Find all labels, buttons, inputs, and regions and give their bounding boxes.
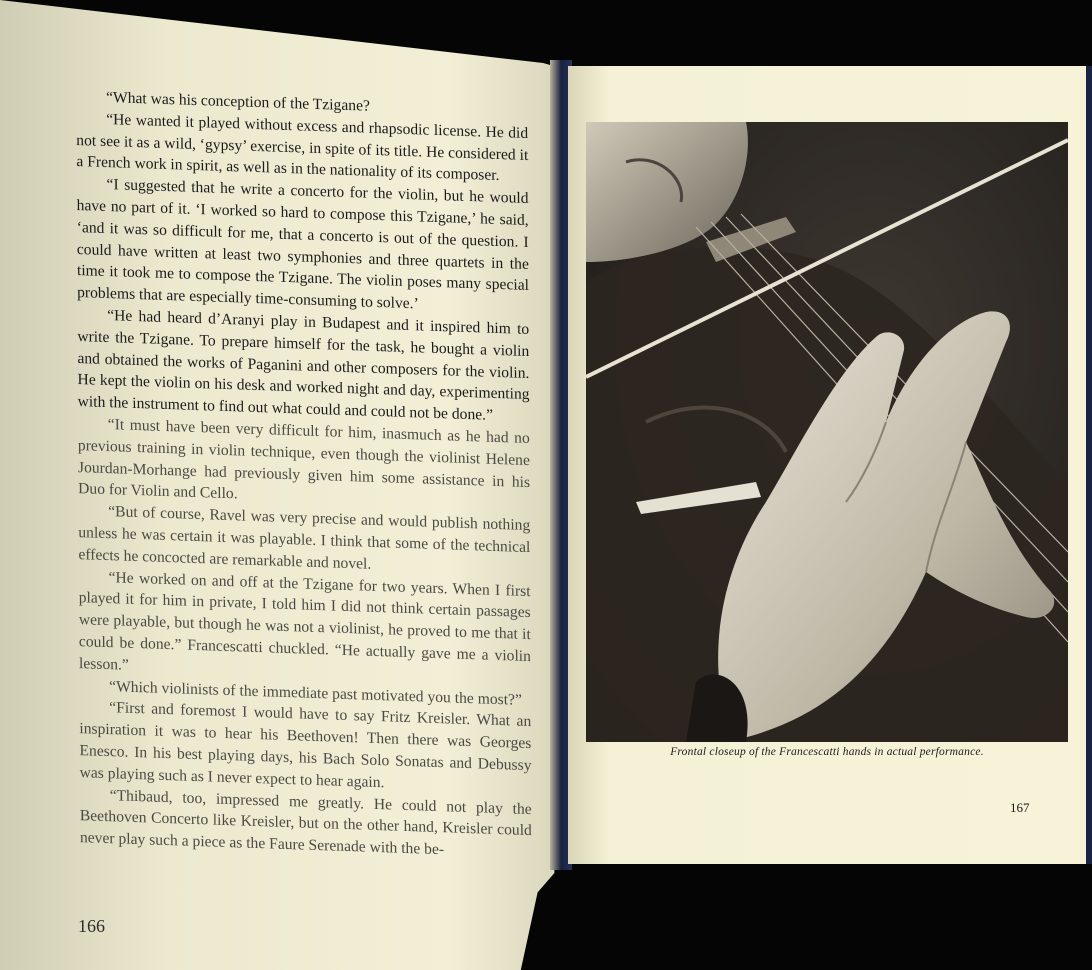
right-page-number: 167 xyxy=(1010,800,1030,815)
paragraph-5: “It must have been very difficult for him, inasmuch as he had no previous training in violin technique, even though the violinist Helene Jourdan-Morhange had previously given him some assistance in his Duo for Violin and Cello. xyxy=(77,416,531,503)
paragraph-2: “He wanted it played without excess and rhapsodic license. He did not see it as a wild, ‘gypsy’ exercise, in spite of its title. He considered it a French work in spirit, as well as in the nationality of its composer. xyxy=(76,110,529,185)
paragraph-10: “Thibaud, too, impressed me greatly. He could not play the Beethoven Concerto like Kreisler, but on the other hand, Kreisler could never play such a piece as the Faure Serenade with the be- xyxy=(79,786,532,859)
photo-caption: Frontal closeup of the Francescatti hands in actual performance. xyxy=(670,746,984,758)
paragraph-1: “What was his conception of the Tzigane? xyxy=(106,88,370,115)
violin-hand-photo xyxy=(586,122,1068,742)
paragraph-3: “I suggested that he write a concerto for the violin, but he would have no part of it. ‘I worked so hard to compose this Tzigane,’ he said, ‘and it was so difficult for me, that a concerto is out of the question. I could have written at least two symphonies and three quartets in the time it took me to compose the Tzigane. The violin poses many special problems that are especially time-consuming to solve.’ xyxy=(76,176,530,313)
paragraph-8: “Which violinists of the immediate past motivated you the most?” xyxy=(109,677,522,709)
left-page-text xyxy=(76,86,532,864)
paragraph-4: “He had heard d’Aranyi play in Budapest and it inspired him to write the Tzigane. To prepare himself for the task, he bought a violin and obtained the works of Paganini and other composers for the violin. He kept the violin on his desk and worked night and day, experimenting with the instrument to find out what could and could not be done.” xyxy=(77,307,530,424)
paragraph-6: “But of course, Ravel was very precise and would publish nothing unless he was certain it was playable. I think that some of the technical effects he concocted are remarkable and novel. xyxy=(78,503,531,573)
photo-illustration xyxy=(586,122,1068,742)
paragraph-9: “First and foremost I would have to say Fritz Kreisler. What an inspiration it was to hear his Beethoven! Then there was Georges Enesco. In his best playing days, his Bach Solo Sonatas and Debussy was playing such as I never expect to hear again. xyxy=(79,699,532,791)
left-page-number: 166 xyxy=(78,916,105,936)
paragraph-7: “He worked on and off at the Tzigane for two years. When I first played it for him in private, I told him I did not think certain passages were playable, but though he was not a violinist, he proved to me that it could be done.” Francescatti chuckled. “He actually gave me a violin lesson.” xyxy=(78,568,531,674)
